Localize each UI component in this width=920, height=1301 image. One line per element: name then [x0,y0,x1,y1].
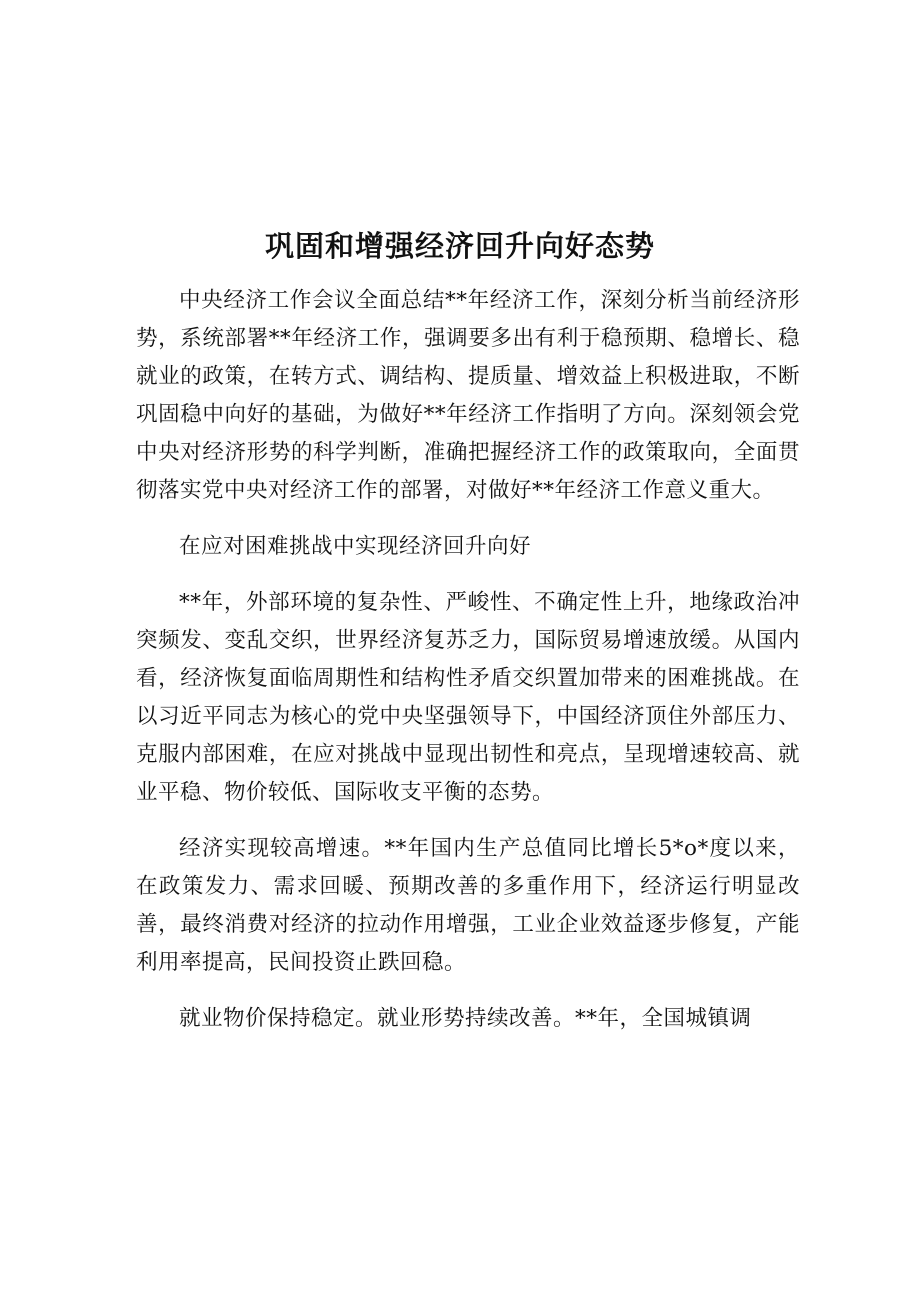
paragraph-employment: 就业物价保持稳定。就业形势持续改善。**年，全国城镇调 [179,1006,752,1031]
document-title: 巩固和增强经济回升向好态势 [264,229,655,263]
section-heading: 在应对困难挑战中实现经济回升向好 [179,534,532,559]
document-body [136,282,800,1056]
paragraph-intro: 中央经济工作会议全面总结**年经济工作，深刻分析当前经济形势，系统部署**年经济工作，强调要多出有利于稳预期、稳增长、稳就业的政策，在转方式、调结构、提质量、增效益上积极进取，不断巩固稳中向好的基础，为做好**年经济工作指明了方向。深刻领会党中央对经济形势的科学判断，准确把握经济工作的政策取向，全面贯彻落实党中央对经济工作的部署，对做好**年经济工作意义重大。 [136,288,800,503]
paragraph-growth: 经济实现较高增速。**年国内生产总值同比增长5*o*度以来，在政策发力、需求回暖、预期改善的多重作用下，经济运行明显改善，最终消费对经济的拉动作用增强，工业企业效益逐步修复，产能利用率提高，民间投资止跌回稳。 [136,836,800,975]
paragraph-challenges: **年，外部环境的复杂性、严峻性、不确定性上升，地缘政治冲突频发、变乱交织，世界经济复苏乏力，国际贸易增速放缓。从国内看，经济恢复面临周期性和结构性矛盾交织置加带来的困难挑战。在以习近平同志为核心的党中央坚强领导下，中国经济顶住外部压力、克服内部困难，在应对挑战中显现出韧性和亮点，呈现增速较高、就业平稳、物价较低、国际收支平衡的态势。 [136,590,800,805]
